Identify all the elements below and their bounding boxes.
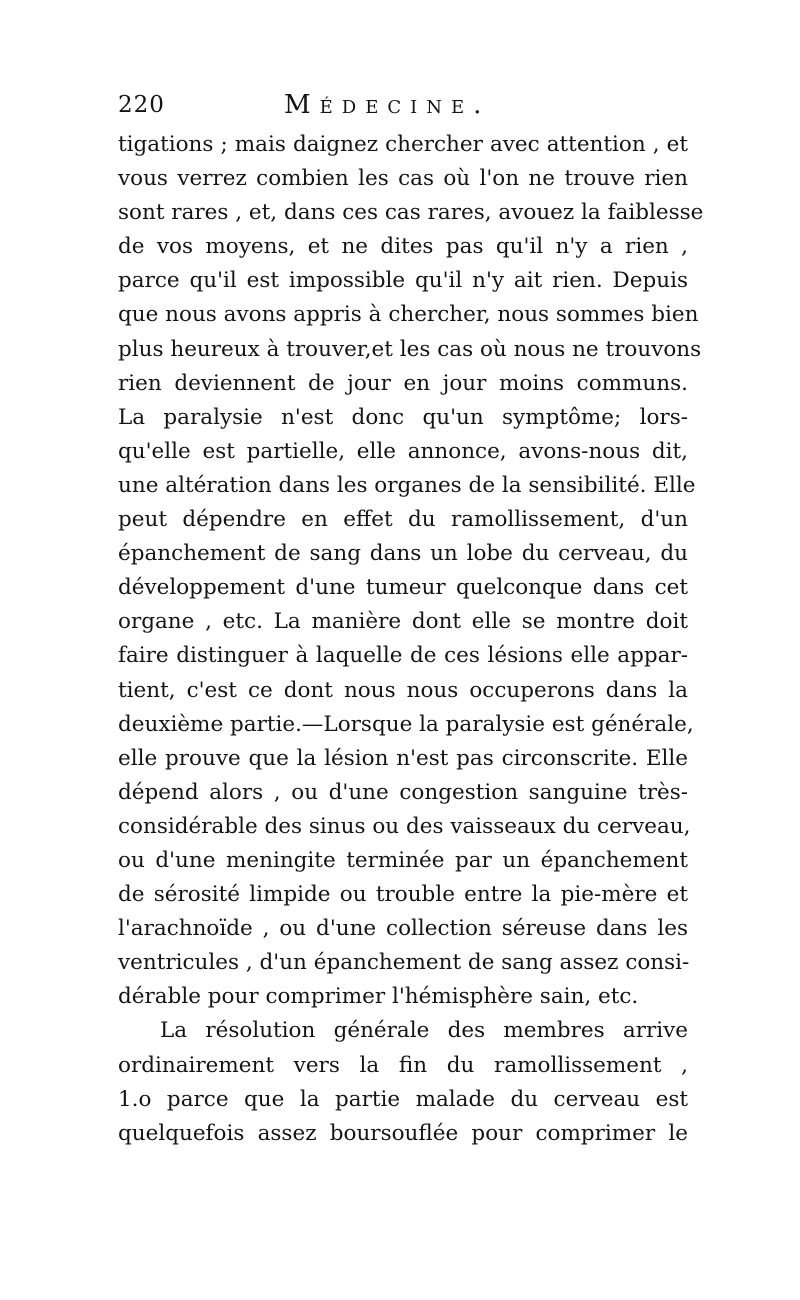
text-line: 1.o parce que la partie malade du cerveau est <box>118 1086 688 1112</box>
text-line: tient, c'est ce dont nous nous occuperons dans la <box>118 677 688 703</box>
text-line: que nous avons appris à chercher, nous sommes bien <box>118 302 699 328</box>
text-line: quelquefois assez boursouflée pour comprimer le <box>118 1120 688 1146</box>
text-line: deuxième partie.—Lorsque la paralysie est générale, <box>118 711 694 737</box>
text-line: vous verrez combien les cas où l'on ne trouve rien <box>118 166 688 192</box>
text-line: peut dépendre en effet du ramollissement, d'un <box>118 507 688 533</box>
text-line: une altération dans les organes de la sensibilité. Elle <box>118 472 696 498</box>
text-line: ventricules , d'un épanchement de sang assez consi- <box>118 950 690 976</box>
text-line: sont rares , et, dans ces cas rares, avouez la faiblesse <box>118 200 704 226</box>
text-line: La paralysie n'est donc qu'un symptôme; lors- <box>118 404 688 430</box>
text-line: considérable des sinus ou des vaisseaux du cerveau, <box>118 813 691 839</box>
text-line: tigations ; mais daignez chercher avec attention , et <box>118 132 688 157</box>
text-line: épanchement de sang dans un lobe du cerveau, du <box>118 541 688 567</box>
text-line: ou d'une meningite terminée par un épanchement <box>118 847 688 873</box>
text-line: organe , etc. La manière dont elle se montre doit <box>118 609 688 635</box>
text-line: développement d'une tumeur quelconque dans cet <box>118 575 688 601</box>
text-line: plus heureux à trouver,et les cas où nous ne trouvons <box>118 336 702 362</box>
text-line: dépend alors , ou d'une congestion sanguine très- <box>118 779 688 805</box>
text-line: de vos moyens, et ne dites pas qu'il n'y a rien , <box>118 234 688 260</box>
body-text <box>118 128 704 1151</box>
page-number: 220 <box>118 92 165 118</box>
text-line: qu'elle est partielle, elle annonce, avons-nous dit, <box>118 438 688 464</box>
text-line: faire distinguer à laquelle de ces lésions elle appar- <box>118 643 688 669</box>
text-line: l'arachnoïde , ou d'une collection séreuse dans les <box>118 916 688 942</box>
text-line: elle prouve que la lésion n'est pas circonscrite. Elle <box>118 745 688 771</box>
text-line: parce qu'il est impossible qu'il n'y ait rien. Depuis <box>118 268 688 294</box>
text-line: de sérosité limpide ou trouble entre la pie-mère et <box>118 882 688 908</box>
text-line: rien deviennent de jour en jour moins communs. <box>118 370 688 396</box>
text-line: dérable pour comprimer l'hémisphère sain, etc. <box>118 984 639 1010</box>
text-line: ordinairement vers la fin du ramollissement , <box>118 1052 688 1078</box>
running-head: Médecine. <box>284 90 491 120</box>
page-header <box>118 92 688 132</box>
text-line: La résolution générale des membres arrive <box>160 1018 688 1044</box>
